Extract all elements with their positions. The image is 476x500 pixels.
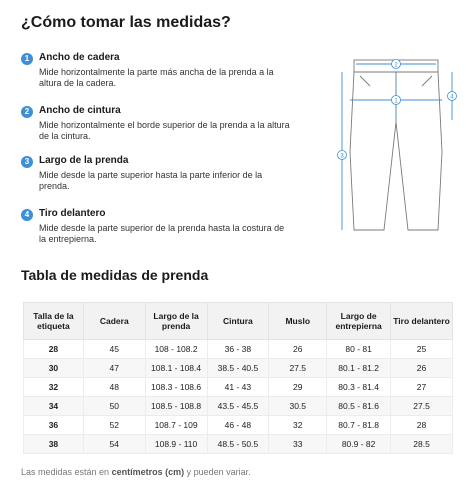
- pants-diagram: [330, 52, 460, 242]
- table-row: [24, 340, 453, 359]
- table-cell: 54: [83, 435, 145, 454]
- table-cell: 28.5: [391, 435, 453, 454]
- table-cell: 50: [83, 397, 145, 416]
- footnote-units: centímetros (cm): [111, 467, 185, 477]
- table-cell: 30: [24, 359, 84, 378]
- table-cell: 108.1 - 108.4: [145, 359, 207, 378]
- step-number-badge: 1: [21, 53, 33, 65]
- table-cell: 36: [24, 416, 84, 435]
- table-row: [24, 378, 453, 397]
- table-cell: 27.5: [269, 359, 327, 378]
- table-cell: 108.3 - 108.6: [145, 378, 207, 397]
- table-row: [24, 416, 453, 435]
- table-cell: 48: [83, 378, 145, 397]
- table-cell: 34: [24, 397, 84, 416]
- step-title: Ancho de cintura: [39, 105, 121, 116]
- step-title: Largo de la prenda: [39, 155, 129, 166]
- table-cell: 28: [391, 416, 453, 435]
- column-header: Largo de entrepierna: [327, 303, 391, 340]
- table-cell: 33: [269, 435, 327, 454]
- table-row: [24, 397, 453, 416]
- table-cell: 108.5 - 108.8: [145, 397, 207, 416]
- table-cell: 43.5 - 45.5: [207, 397, 269, 416]
- step-description: Mide desde la parte superior de la prenda hasta la costura de la entrepierna.: [39, 223, 285, 244]
- table-cell: 48.5 - 50.5: [207, 435, 269, 454]
- step-description: Mide horizontalmente el borde superior de la prenda a la altura de la cintura.: [39, 120, 290, 141]
- table-cell: 45: [83, 340, 145, 359]
- size-table: [23, 302, 453, 454]
- footnote-suffix: y pueden variar.: [184, 467, 251, 477]
- step-title: Ancho de cadera: [39, 52, 120, 63]
- table-cell: 28: [24, 340, 84, 359]
- table-cell: 108 - 108.2: [145, 340, 207, 359]
- table-cell: 80 - 81: [327, 340, 391, 359]
- table-cell: 108.7 - 109: [145, 416, 207, 435]
- table-cell: 46 - 48: [207, 416, 269, 435]
- step-number-badge: 3: [21, 156, 33, 168]
- table-cell: 27.5: [391, 397, 453, 416]
- table-cell: 52: [83, 416, 145, 435]
- table-cell: 80.7 - 81.8: [327, 416, 391, 435]
- table-cell: 27: [391, 378, 453, 397]
- table-cell: 25: [391, 340, 453, 359]
- table-cell: 41 - 43: [207, 378, 269, 397]
- column-header: Cintura: [207, 303, 269, 340]
- marker-length: [338, 151, 347, 160]
- pants-outline-icon: [350, 60, 442, 230]
- table-row: [24, 359, 453, 378]
- table-row: [24, 435, 453, 454]
- table-cell: 38: [24, 435, 84, 454]
- marker-waist: [392, 60, 401, 69]
- table-cell: 80.1 - 81.2: [327, 359, 391, 378]
- footnote-prefix: Las medidas están en: [21, 467, 112, 477]
- marker-hip: [392, 96, 401, 105]
- table-cell: 47: [83, 359, 145, 378]
- table-cell: 29: [269, 378, 327, 397]
- table-cell: 80.5 - 81.6: [327, 397, 391, 416]
- table-cell: 26: [269, 340, 327, 359]
- size-table-title: Tabla de medidas de prenda: [21, 267, 209, 283]
- column-header: Muslo: [269, 303, 327, 340]
- column-header: Cadera: [83, 303, 145, 340]
- column-header: Talla de la etiqueta: [24, 303, 84, 340]
- svg-text:1: 1: [394, 98, 398, 105]
- page-title: ¿Cómo tomar las medidas?: [21, 14, 231, 31]
- step-title: Tiro delantero: [39, 208, 106, 219]
- column-header: Largo de la prenda: [145, 303, 207, 340]
- table-cell: 38.5 - 40.5: [207, 359, 269, 378]
- step-number-badge: 2: [21, 106, 33, 118]
- units-footnote: [21, 467, 251, 477]
- step-description: Mide horizontalmente la parte más ancha de la prenda a la altura de la cadera.: [39, 67, 274, 88]
- table-header-row: [24, 303, 453, 340]
- column-header: Tiro delantero: [391, 303, 453, 340]
- svg-text:4: 4: [450, 94, 454, 101]
- table-cell: 80.3 - 81.4: [327, 378, 391, 397]
- table-cell: 36 - 38: [207, 340, 269, 359]
- svg-text:3: 3: [340, 153, 344, 160]
- table-cell: 32: [24, 378, 84, 397]
- table-cell: 80.9 - 82: [327, 435, 391, 454]
- step-description: Mide desde la parte superior hasta la parte inferior de la prenda.: [39, 170, 263, 191]
- table-cell: 32: [269, 416, 327, 435]
- table-cell: 26: [391, 359, 453, 378]
- marker-front-rise: [448, 92, 457, 101]
- table-cell: 108.9 - 110: [145, 435, 207, 454]
- step-number-badge: 4: [21, 209, 33, 221]
- svg-text:2: 2: [394, 62, 398, 69]
- table-cell: 30.5: [269, 397, 327, 416]
